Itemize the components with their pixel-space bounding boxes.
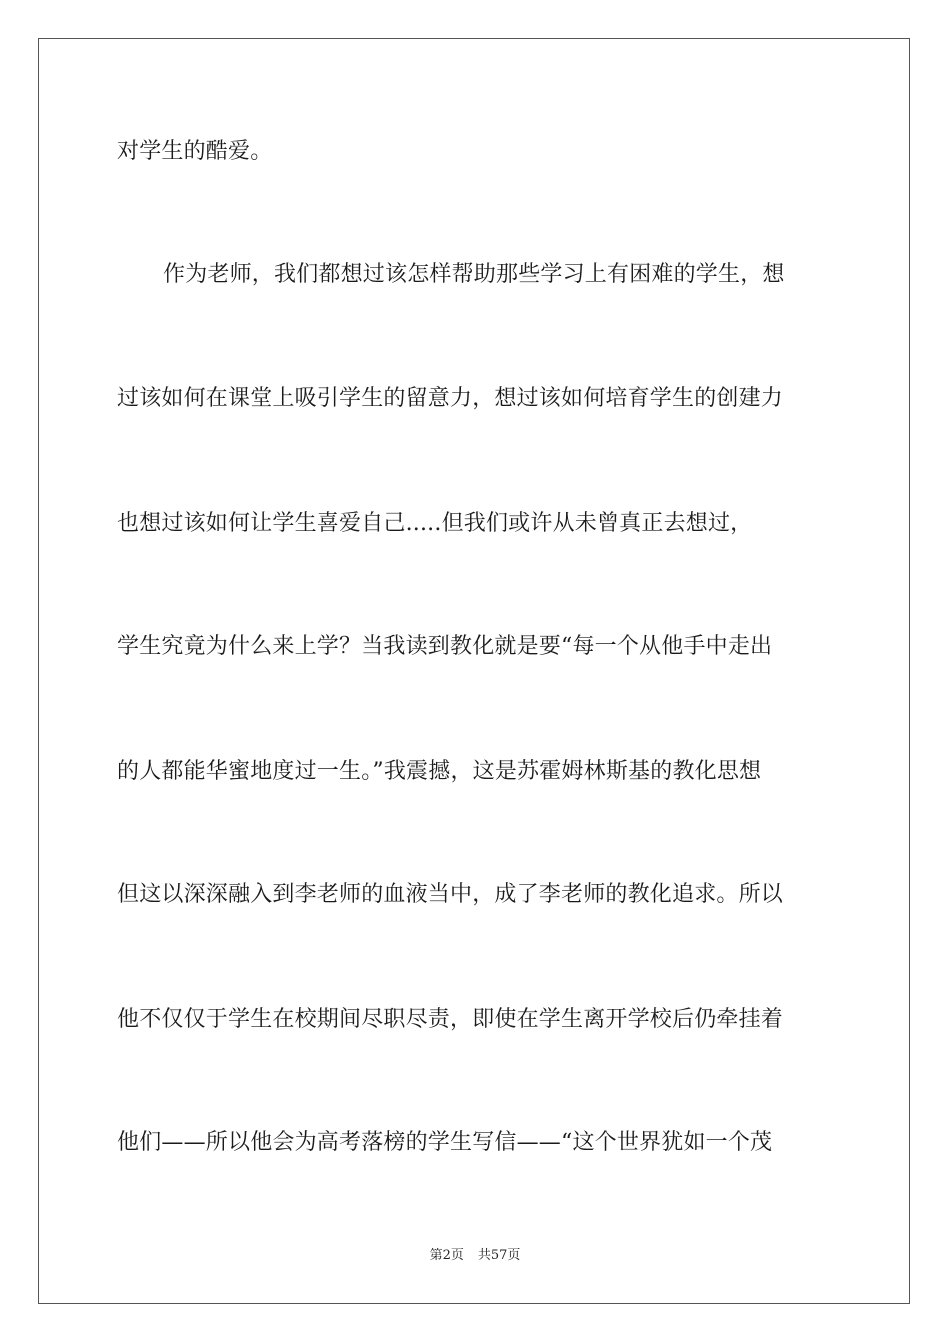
page-footer — [0, 1247, 950, 1265]
page-border — [38, 38, 910, 1304]
text-line-4: 也想过该如何让学生喜爱自己.....但我们或许从未曾真正去想过， — [117, 511, 753, 536]
text-line-6: 的人都能华蜜地度过一生。”我震撼，这是苏霍姆林斯基的教化思想 — [117, 759, 762, 784]
text-line-7: 但这以深深融入到李老师的血液当中，成了李老师的教化追求。所以 — [117, 882, 784, 907]
page-total: 共57页 — [477, 1248, 521, 1263]
text-line-3: 过该如何在课堂上吸引学生的留意力，想过该如何培育学生的创建力 — [117, 386, 784, 411]
text-line-5: 学生究竟为什么来上学？当我读到教化就是要“每一个从他手中走出 — [117, 634, 773, 659]
page-number: 第2页 — [429, 1248, 464, 1263]
text-line-2: 作为老师，我们都想过该怎样帮助那些学习上有困难的学生，想 — [163, 262, 785, 287]
text-line-9: 他们——所以他会为高考落榜的学生写信——“这个世界犹如一个茂 — [117, 1130, 773, 1155]
text-line-1: 对学生的酷爱。 — [117, 139, 273, 164]
text-line-8: 他不仅仅于学生在校期间尽职尽责，即使在学生离开学校后仍牵挂着 — [117, 1007, 784, 1032]
